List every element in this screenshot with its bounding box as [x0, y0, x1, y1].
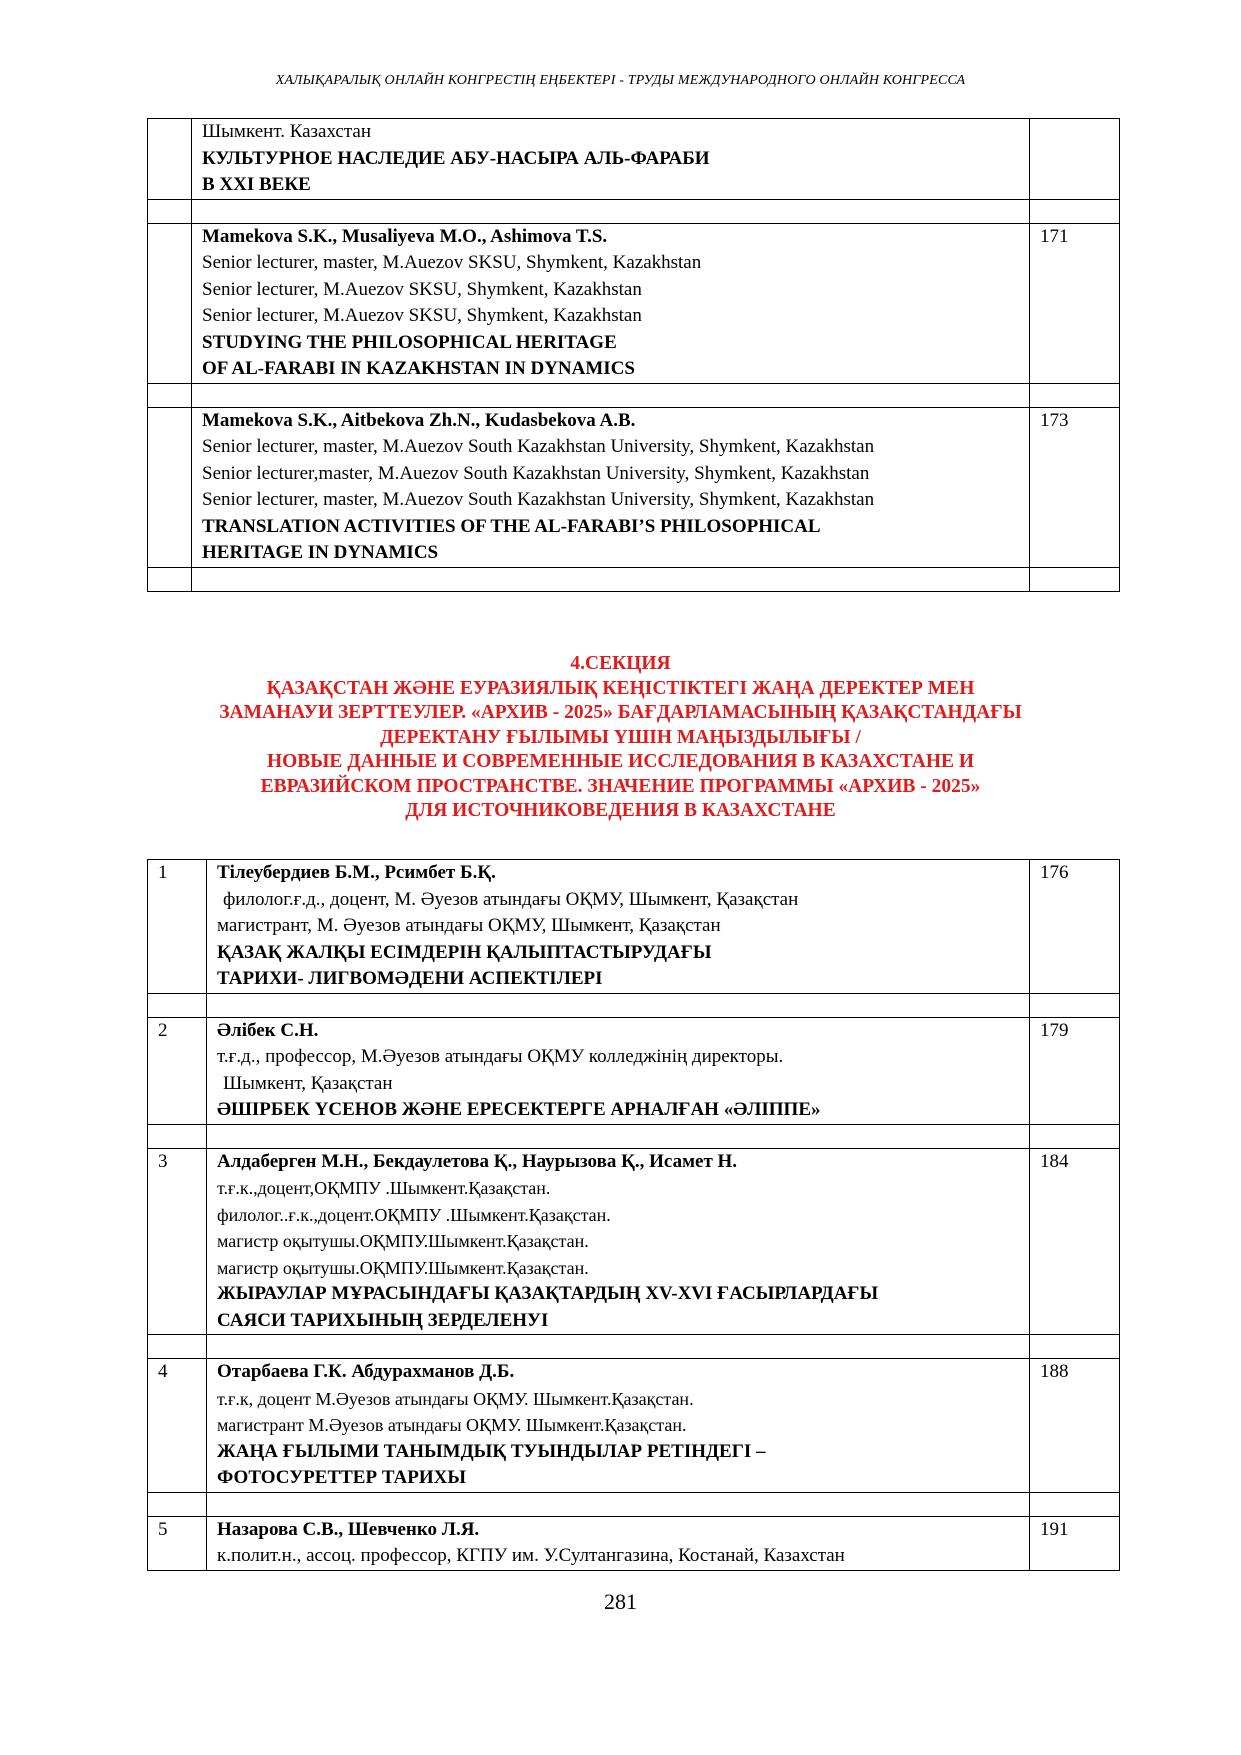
entry-affiliation: филолог.ғ.д., доцент, М. Әуезов атындағы ОҚМУ, Шымкент, Қазақстан [223, 888, 799, 910]
empty-cell [192, 199, 1030, 223]
entry-title: ЖЫРАУЛАР МҰРАСЫНДАҒЫ ҚАЗАҚТАРДЫҢ XV-XVI ҒАСЫРЛАРДАҒЫ [217, 1283, 879, 1304]
entry-body [192, 223, 1030, 383]
section-heading-line: ҚАЗАҚСТАН ЖӘНЕ ЕУРАЗИЯЛЫҚ КЕҢІСТІКТЕГІ ЖАҢА ДЕРЕКТЕР МЕН [266, 677, 975, 699]
entry-affiliation: т.ғ.к.,доцент,ОҚМПУ .Шымкент.Қазақстан. [217, 1178, 551, 1198]
entry-row [148, 1017, 1120, 1124]
entry-affiliation: магистр оқытушы.ОҚМПУ.Шымкент.Қазақстан. [217, 1231, 589, 1251]
entry-affiliation: Senior lecturer, M.Auezov SKSU, Shymkent, Kazakhstan [202, 305, 642, 326]
section-heading-line: НОВЫЕ ДАННЫЕ И СОВРЕМЕННЫЕ ИССЛЕДОВАНИЯ В КАЗАХСТАНЕ И [266, 751, 975, 772]
entry-body [207, 1017, 1030, 1124]
empty-cell [148, 993, 207, 1017]
entry-number: 5 [148, 1516, 207, 1570]
entry-title: В XXI ВЕКЕ [202, 174, 311, 195]
spacer-row [148, 1124, 1120, 1148]
entry-affiliation: Шымкент. Казахстан [202, 121, 372, 142]
entry-title: OF AL-FARABI IN KAZAKHSTAN IN DYNAMICS [202, 358, 635, 379]
empty-cell [1030, 1124, 1120, 1148]
empty-cell [1030, 1492, 1120, 1516]
spacer-row [148, 199, 1120, 223]
entry-affiliation: Senior lecturer, master, M.Auezov South Kazakhstan University, Shymkent, Kazakhstan [202, 489, 875, 510]
entry-title: КУЛЬТУРНОЕ НАСЛЕДИЕ АБУ-НАСЫРА АЛЬ-ФАРАБИ [202, 147, 710, 169]
entry-affiliation: Senior lecturer, M.Auezov SKSU, Shymkent, Kazakhstan [202, 278, 642, 300]
entry-number [148, 223, 192, 383]
entry-affiliation: Senior lecturer,master, M.Auezov South Kazakhstan University, Shymkent, Kazakhstan [202, 462, 870, 484]
spacer-row [148, 1335, 1120, 1359]
spacer-row [148, 993, 1120, 1017]
entry-title: ҚАЗАҚ ЖАЛҚЫ ЕСІМДЕРІН ҚАЛЫПТАСТЫРУДАҒЫ [217, 941, 712, 963]
running-head: ХАЛЫҚАРАЛЫҚ ОНЛАЙН КОНГРЕСТІҢ ЕҢБЕКТЕРІ - ТРУДЫ МЕЖДУНАРОДНОГО ОНЛАЙН КОНГРЕССА [275, 73, 966, 88]
contents-table-1 [147, 118, 1120, 592]
entry-affiliation: т.ғ.д., профессор, М.Әуезов атындағы ОҚМУ колледжінің директоры. [217, 1046, 784, 1067]
entry-authors: Алдаберген М.Н., Бекдаулетова Қ., Наурызова Қ., Исамет Н. [217, 1150, 738, 1172]
entry-title: САЯСИ ТАРИХЫНЫҢ ЗЕРДЕЛЕНУІ [217, 1309, 549, 1331]
section-heading-line: ЗАМАНАУИ ЗЕРТТЕУЛЕР. «АРХИВ - 2025» БАҒДАРЛАМАСЫНЫҢ ҚАЗАҚСТАНДАҒЫ [219, 702, 1022, 723]
entry-body [207, 1359, 1030, 1493]
entry-title: ФОТОСУРЕТТЕР ТАРИХЫ [217, 1467, 467, 1488]
entry-page: 173 [1030, 407, 1120, 567]
entry-page: 171 [1030, 223, 1120, 383]
entry-row [148, 1148, 1120, 1335]
entry-number [148, 119, 192, 200]
empty-cell [207, 1492, 1030, 1516]
empty-cell [1030, 567, 1120, 591]
entry-row [148, 119, 1120, 200]
section-heading-line: 4.СЕКЦИЯ [570, 653, 671, 674]
entry-title: STUDYING THE PHILOSOPHICAL HERITAGE [202, 331, 617, 353]
entry-affiliation: Senior lecturer, master, M.Auezov SKSU, Shymkent, Kazakhstan [202, 252, 702, 273]
entry-page: 191 [1030, 1516, 1120, 1570]
contents-table-2 [147, 859, 1120, 1571]
empty-cell [148, 1335, 207, 1359]
entry-authors: Mamekova S.K., Aitbekova Zh.N., Kudasbekova A.B. [202, 409, 636, 431]
empty-cell [148, 199, 192, 223]
entry-title: ӘШІРБЕК ҮСЕНОВ ЖӘНЕ ЕРЕСЕКТЕРГЕ АРНАЛҒАН «ӘЛІППЕ» [217, 1099, 821, 1120]
entry-page: 179 [1030, 1017, 1120, 1124]
spacer-row [148, 1492, 1120, 1516]
entry-affiliation: т.ғ.к, доцент М.Әуезов атындағы ОҚМУ. Шымкент.Қазақстан. [217, 1388, 694, 1409]
entry-affiliation: магистрант М.Әуезов атындағы ОҚМУ. Шымкент.Қазақстан. [217, 1415, 687, 1435]
empty-cell [148, 383, 192, 407]
entry-page: 188 [1030, 1359, 1120, 1493]
empty-cell [207, 1335, 1030, 1359]
entry-body [207, 860, 1030, 994]
empty-cell [192, 567, 1030, 591]
empty-cell [1030, 199, 1120, 223]
entry-affiliation: филолог..ғ.к.,доцент.ОҚМПУ .Шымкент.Қазақстан. [217, 1204, 611, 1225]
section-heading-line: ДЛЯ ИСТОЧНИКОВЕДЕНИЯ В КАЗАХСТАНЕ [405, 800, 836, 821]
section-heading-line: ЕВРАЗИЙСКОМ ПРОСТРАНСТВЕ. ЗНАЧЕНИЕ ПРОГРАММЫ «АРХИВ - 2025» [260, 775, 981, 797]
entry-page: 176 [1030, 860, 1120, 994]
empty-cell [148, 1492, 207, 1516]
section-heading [0, 652, 1241, 824]
entry-title: ЖАҢА ҒЫЛЫМИ ТАНЫМДЫҚ ТУЫНДЫЛАР РЕТІНДЕГІ – [217, 1440, 766, 1462]
entry-title: TRANSLATION ACTIVITIES OF THE AL-FARABI’S PHILOSOPHICAL [202, 515, 821, 537]
page-number: 281 [604, 1589, 637, 1614]
entry-page: 184 [1030, 1148, 1120, 1335]
entry-title: ТАРИХИ- ЛИГВОМӘДЕНИ АСПЕКТІЛЕРІ [217, 968, 603, 989]
empty-cell [1030, 993, 1120, 1017]
entry-number: 3 [148, 1148, 207, 1335]
empty-cell [148, 1124, 207, 1148]
entry-row [148, 407, 1120, 567]
entry-row [148, 860, 1120, 994]
entry-authors: Тілеубердиев Б.М., Рсимбет Б.Қ. [217, 862, 496, 883]
entry-affiliation: к.полит.н., ассоц. профессор, КГПУ им. У.Султангазина, Костанай, Казахстан [217, 1545, 845, 1566]
entry-body [192, 407, 1030, 567]
entry-row [148, 1359, 1120, 1493]
spacer-row [148, 567, 1120, 591]
entry-authors: Әлібек С.Н. [217, 1019, 319, 1041]
empty-cell [207, 993, 1030, 1017]
entry-authors: Отарбаева Г.К. Абдурахманов Д.Б. [217, 1361, 515, 1382]
entry-title: HERITAGE IN DYNAMICS [202, 542, 439, 563]
spacer-row [148, 383, 1120, 407]
section-heading-line: ДЕРЕКТАНУ ҒЫЛЫМЫ ҮШІН МАҢЫЗДЫЛЫҒЫ / [380, 726, 861, 748]
entry-page [1030, 119, 1120, 200]
entry-number: 1 [148, 860, 207, 994]
entry-affiliation: Senior lecturer, master, M.Auezov South Kazakhstan University, Shymkent, Kazakhstan [202, 436, 875, 457]
entry-affiliation: магистрант, М. Әуезов атындағы ОҚМУ, Шымкент, Қазақстан [217, 915, 721, 936]
entry-number: 2 [148, 1017, 207, 1124]
empty-cell [148, 567, 192, 591]
entry-number: 4 [148, 1359, 207, 1493]
entry-number [148, 407, 192, 567]
empty-cell [1030, 383, 1120, 407]
entry-affiliation: Шымкент, Қазақстан [223, 1072, 393, 1094]
entry-body [207, 1516, 1030, 1570]
entry-authors: Mamekova S.K., Musaliyeva M.O., Ashimova T.S. [202, 225, 608, 247]
entry-authors: Назарова С.В., Шевченко Л.Я. [217, 1518, 480, 1540]
empty-cell [192, 383, 1030, 407]
empty-cell [1030, 1335, 1120, 1359]
entry-body [192, 119, 1030, 200]
entry-row [148, 223, 1120, 383]
entry-body [207, 1148, 1030, 1335]
entry-affiliation: магистр оқытушы.ОҚМПУ.Шымкент.Қазақстан. [217, 1257, 589, 1278]
empty-cell [207, 1124, 1030, 1148]
entry-row [148, 1516, 1120, 1570]
